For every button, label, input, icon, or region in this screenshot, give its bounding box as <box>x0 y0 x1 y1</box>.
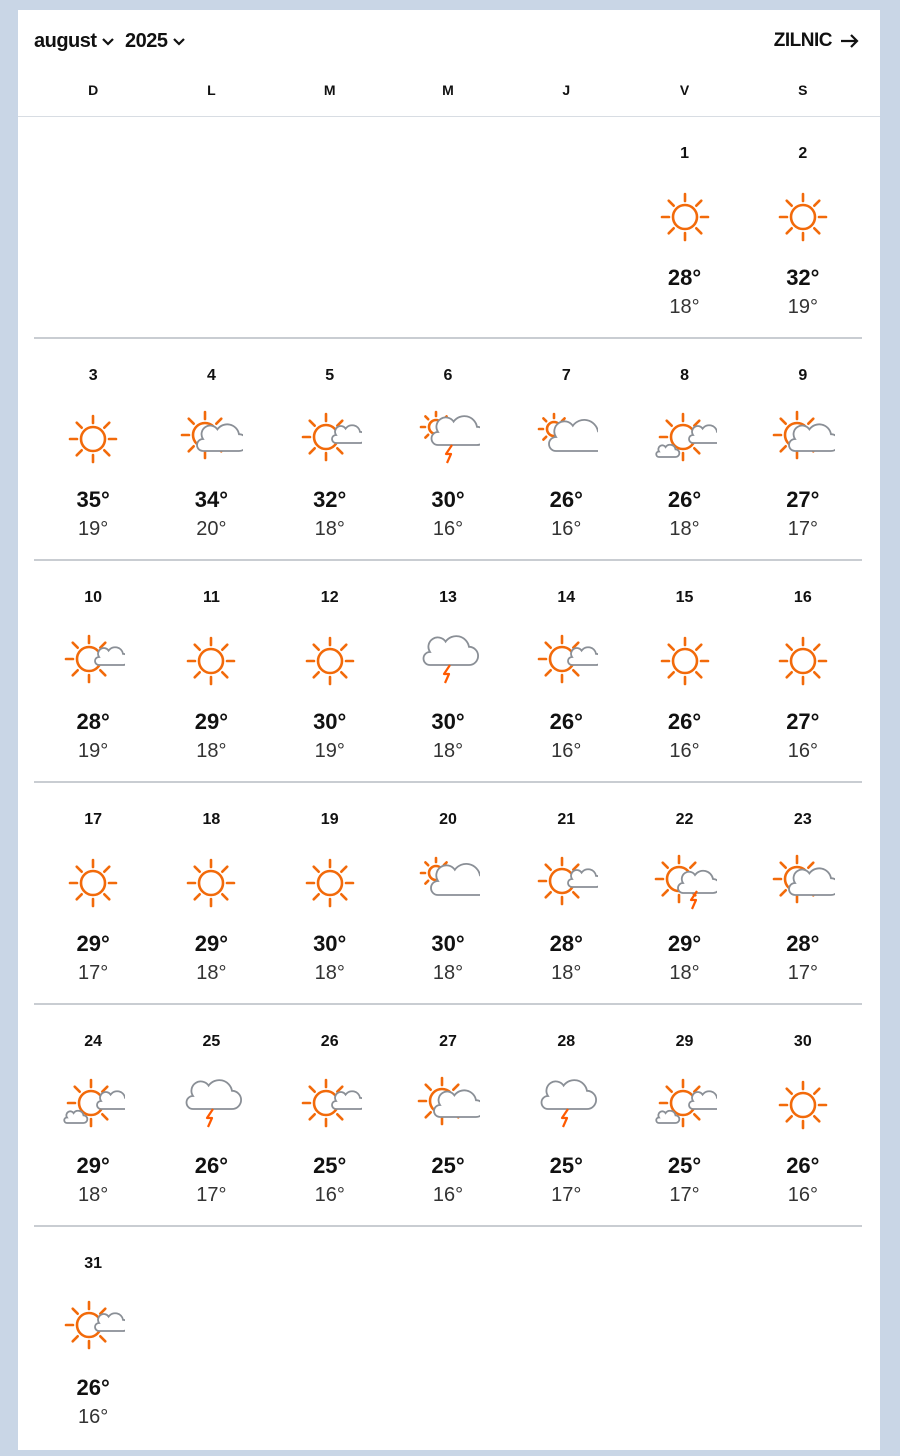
min-temperature: 17° <box>196 1184 227 1206</box>
min-temperature: 16° <box>787 740 818 762</box>
max-temperature: 32° <box>786 265 820 290</box>
sun-small-cloud-icon <box>534 851 598 915</box>
week-row <box>34 339 862 561</box>
min-temperature: 18° <box>669 518 700 540</box>
day-number: 25 <box>202 1033 221 1050</box>
day-cell[interactable] <box>152 783 270 1003</box>
day-cell[interactable] <box>389 1005 507 1225</box>
max-temperature: 29° <box>194 931 229 956</box>
sun-icon <box>179 851 243 915</box>
day-number: 28 <box>557 1033 576 1050</box>
empty-day-cell <box>625 1227 743 1447</box>
min-temperature: 19° <box>787 296 818 318</box>
daily-link-label: ZILNIC <box>773 30 832 51</box>
sun-storm-icon <box>653 851 717 915</box>
month-label: august <box>34 30 97 52</box>
min-temperature: 18° <box>432 740 464 762</box>
day-number: 27 <box>439 1033 457 1050</box>
day-cell[interactable] <box>625 561 743 781</box>
sun-icon <box>771 629 835 693</box>
sun-clouds-icon <box>653 1073 717 1137</box>
min-temperature: 17° <box>787 518 818 540</box>
max-temperature: 29° <box>194 709 229 734</box>
day-cell[interactable] <box>507 561 625 781</box>
min-temperature: 16° <box>432 1184 464 1206</box>
day-cell[interactable] <box>744 1005 862 1225</box>
min-temperature: 16° <box>669 740 700 762</box>
storm-sun-icon <box>416 407 480 471</box>
max-temperature: 29° <box>667 931 702 956</box>
sun-icon <box>771 1073 835 1137</box>
max-temperature: 30° <box>313 709 347 734</box>
weekday-saturday: S <box>798 82 808 98</box>
empty-day-cell <box>271 117 389 337</box>
max-temperature: 28° <box>786 931 820 956</box>
day-number: 8 <box>680 367 689 384</box>
min-temperature: 18° <box>78 1184 109 1206</box>
week-row <box>34 561 862 783</box>
min-temperature: 18° <box>314 518 345 540</box>
max-temperature: 30° <box>431 709 465 734</box>
max-temperature: 32° <box>313 487 347 512</box>
day-cell[interactable] <box>744 561 862 781</box>
min-temperature: 19° <box>78 518 109 540</box>
day-cell[interactable] <box>34 1005 152 1225</box>
max-temperature: 26° <box>194 1153 229 1178</box>
week-row <box>34 1227 862 1449</box>
day-number: 10 <box>84 589 103 606</box>
sun-icon <box>653 629 717 693</box>
min-temperature: 16° <box>551 518 582 540</box>
sun-cloud-icon <box>179 407 243 471</box>
day-number: 15 <box>675 589 694 606</box>
day-cell[interactable] <box>271 561 389 781</box>
min-temperature: 20° <box>196 518 227 540</box>
min-temperature: 17° <box>551 1184 582 1206</box>
sun-icon <box>61 407 125 471</box>
min-temperature: 18° <box>314 962 345 984</box>
day-number: 18 <box>202 811 221 828</box>
year-selector[interactable] <box>125 30 186 53</box>
day-number: 1 <box>680 145 689 162</box>
day-cell[interactable] <box>744 117 862 337</box>
day-number: 3 <box>88 367 98 384</box>
day-number: 12 <box>320 589 339 606</box>
sun-icon <box>61 851 125 915</box>
chevron-down-icon <box>101 37 115 47</box>
day-number: 6 <box>443 367 453 384</box>
sun-cloud-icon <box>771 851 835 915</box>
min-temperature: 18° <box>669 962 700 984</box>
min-temperature: 18° <box>196 962 227 984</box>
min-temperature: 17° <box>787 962 818 984</box>
max-temperature: 28° <box>549 931 583 956</box>
weekday-tuesday: M <box>323 82 336 98</box>
day-cell[interactable] <box>389 339 507 559</box>
day-number: 30 <box>793 1033 812 1050</box>
empty-day-cell <box>389 117 507 337</box>
max-temperature: 25° <box>667 1153 702 1178</box>
max-temperature: 34° <box>194 487 229 512</box>
max-temperature: 27° <box>786 487 820 512</box>
month-selector[interactable] <box>34 30 115 53</box>
max-temperature: 30° <box>431 931 465 956</box>
day-cell[interactable] <box>625 1005 743 1225</box>
empty-day-cell <box>34 117 152 337</box>
sun-small-cloud-icon <box>298 1073 362 1137</box>
cloud-sun-icon <box>416 851 480 915</box>
day-cell[interactable] <box>744 339 862 559</box>
day-number: 9 <box>798 367 808 384</box>
max-temperature: 29° <box>76 1153 110 1178</box>
empty-day-cell <box>152 1227 270 1447</box>
day-number: 31 <box>84 1255 103 1272</box>
calendar-grid <box>34 117 862 1449</box>
min-temperature: 17° <box>78 962 109 984</box>
sun-cloud-icon <box>771 407 835 471</box>
day-number: 7 <box>561 367 571 384</box>
day-number: 29 <box>675 1033 694 1050</box>
sun-cloud-icon <box>416 1073 480 1137</box>
empty-day-cell <box>507 1227 625 1447</box>
day-number: 16 <box>793 589 812 606</box>
sun-small-cloud-icon <box>61 1295 125 1359</box>
day-number: 2 <box>798 145 808 162</box>
day-number: 26 <box>320 1033 339 1050</box>
day-cell[interactable] <box>507 783 625 1003</box>
min-temperature: 17° <box>669 1184 700 1206</box>
storm-icon <box>179 1073 243 1137</box>
storm-icon <box>534 1073 598 1137</box>
min-temperature: 18° <box>669 296 700 318</box>
sun-clouds-icon <box>653 407 717 471</box>
weekday-monday: L <box>207 82 216 98</box>
chevron-down-icon <box>172 37 186 47</box>
day-number: 5 <box>325 367 335 384</box>
day-number: 11 <box>202 589 220 606</box>
day-number: 23 <box>793 811 812 828</box>
max-temperature: 26° <box>549 487 583 512</box>
day-cell[interactable] <box>507 339 625 559</box>
max-temperature: 27° <box>786 709 820 734</box>
max-temperature: 29° <box>76 931 110 956</box>
empty-day-cell <box>507 117 625 337</box>
max-temperature: 26° <box>549 709 583 734</box>
day-cell[interactable] <box>271 783 389 1003</box>
max-temperature: 26° <box>667 709 702 734</box>
day-number: 20 <box>439 811 457 828</box>
weekday-wednesday: M <box>442 82 454 98</box>
weekday-sunday: D <box>88 82 99 98</box>
day-number: 17 <box>84 811 103 828</box>
min-temperature: 19° <box>78 740 109 762</box>
max-temperature: 25° <box>313 1153 347 1178</box>
day-cell[interactable] <box>625 783 743 1003</box>
max-temperature: 25° <box>431 1153 465 1178</box>
sun-small-cloud-icon <box>298 407 362 471</box>
week-row <box>34 1005 862 1227</box>
day-number: 24 <box>84 1033 103 1050</box>
day-cell[interactable] <box>389 561 507 781</box>
day-cell[interactable] <box>34 561 152 781</box>
weekday-thursday: J <box>562 82 571 98</box>
weekday-friday: V <box>679 82 690 98</box>
arrow-right-icon <box>840 33 860 49</box>
weekday-header-row <box>34 82 862 102</box>
min-temperature: 16° <box>78 1406 109 1428</box>
day-number: 4 <box>206 367 216 384</box>
sun-small-cloud-icon <box>61 629 125 693</box>
min-temperature: 18° <box>196 740 227 762</box>
storm-icon <box>416 629 480 693</box>
day-cell[interactable] <box>744 783 862 1003</box>
empty-day-cell <box>152 117 270 337</box>
sun-icon <box>298 629 362 693</box>
min-temperature: 16° <box>787 1184 818 1206</box>
day-number: 22 <box>675 811 694 828</box>
min-temperature: 19° <box>314 740 345 762</box>
day-cell[interactable] <box>507 1005 625 1225</box>
max-temperature: 26° <box>786 1153 820 1178</box>
empty-day-cell <box>271 1227 389 1447</box>
day-cell[interactable] <box>34 783 152 1003</box>
min-temperature: 16° <box>432 518 464 540</box>
day-number: 14 <box>557 589 576 606</box>
day-cell[interactable] <box>271 1005 389 1225</box>
max-temperature: 25° <box>549 1153 583 1178</box>
day-number: 19 <box>320 811 339 828</box>
day-number: 21 <box>557 811 576 828</box>
max-temperature: 30° <box>431 487 465 512</box>
empty-day-cell <box>744 1227 862 1447</box>
day-cell[interactable] <box>34 1227 152 1447</box>
day-cell[interactable] <box>271 339 389 559</box>
calendar-card <box>18 10 880 1450</box>
min-temperature: 16° <box>314 1184 345 1206</box>
day-cell[interactable] <box>34 339 152 559</box>
day-cell[interactable] <box>152 1005 270 1225</box>
max-temperature: 26° <box>667 487 702 512</box>
calendar-header <box>18 10 880 72</box>
sun-clouds-icon <box>61 1073 125 1137</box>
week-row <box>34 783 862 1005</box>
max-temperature: 28° <box>76 709 110 734</box>
max-temperature: 26° <box>76 1375 110 1400</box>
sun-icon <box>179 629 243 693</box>
min-temperature: 16° <box>551 740 582 762</box>
sun-icon <box>298 851 362 915</box>
cloud-sun-icon <box>534 407 598 471</box>
year-label: 2025 <box>125 30 168 52</box>
max-temperature: 35° <box>76 487 110 512</box>
sun-icon <box>653 185 717 249</box>
empty-day-cell <box>389 1227 507 1447</box>
max-temperature: 28° <box>667 265 702 290</box>
day-cell[interactable] <box>389 783 507 1003</box>
max-temperature: 30° <box>313 931 347 956</box>
min-temperature: 18° <box>432 962 464 984</box>
day-cell[interactable] <box>152 561 270 781</box>
daily-forecast-link[interactable] <box>774 30 860 52</box>
day-cell[interactable] <box>625 339 743 559</box>
sun-small-cloud-icon <box>534 629 598 693</box>
min-temperature: 18° <box>551 962 582 984</box>
day-number: 13 <box>439 589 457 606</box>
sun-icon <box>771 185 835 249</box>
day-cell[interactable] <box>625 117 743 337</box>
day-cell[interactable] <box>152 339 270 559</box>
week-row <box>34 117 862 339</box>
